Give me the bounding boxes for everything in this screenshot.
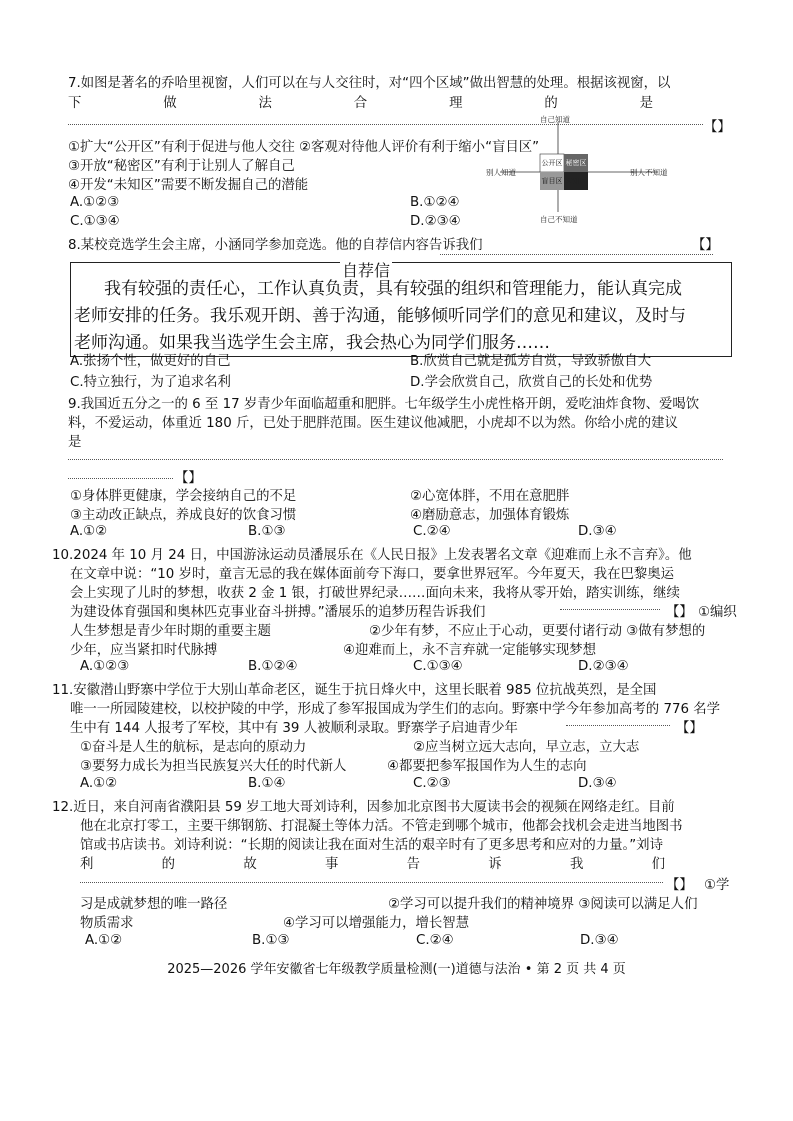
q12-word: 事 <box>324 857 339 872</box>
q7-stem-line1: 7.如图是著名的乔哈里视窗，人们可以在与人交往时，对“四个区域”做出智慧的处理。根据该视窗，以 <box>68 76 671 91</box>
letter-line: 老师沟通。如果我当选学生会主席，我会热心为同学们服务…… <box>74 333 550 353</box>
q12-stem-line1: 12.近日，来自河南省濮阳县 59 岁工地大哥刘诗利，因参加北京图书大厦读书会的视频在网络走红。目前 <box>52 800 675 815</box>
q11-stem-line1: 11.安徽潜山野寨中学位于大别山革命老区，诞生于抗日烽火中，这里长眠着 985 位抗战英烈，是全国 <box>52 683 657 698</box>
axis-label-bottom: 自己不知道 <box>540 215 578 224</box>
q9-stem-line3: 是 <box>68 435 82 450</box>
q12-word: 告 <box>406 857 421 872</box>
choice-b: B.①④ <box>248 776 286 791</box>
q7-stem-line2 <box>68 92 653 111</box>
blind-area: 盲目区 <box>541 177 563 185</box>
q11-option-3: ③要努力成长为担当民族复兴大任的时代新人 <box>80 759 347 774</box>
q9-option-4: ④磨励意志，加强体育锻炼 <box>410 508 570 523</box>
q12-stem-line2: 他在北京打零工，主要干绑钢筋、打混凝土等体力活。不管走到哪个城市，他都会找机会走进当地图书 <box>80 819 683 834</box>
answer-bracket: 【】 <box>666 605 693 620</box>
axis-label-right: 别人不知道 <box>630 168 668 177</box>
answer-bracket: 【】 <box>666 878 693 893</box>
choice-b: B.欣赏自己就是孤芳自赏，导致骄傲自大 <box>410 354 652 369</box>
q11-option-4: ④都要把参军报国作为人生的志向 <box>387 759 587 774</box>
q10-stem-line2: 在文章中说：“10 岁时，童言无忌的我在媒体面前夸下海口，要拿世界冠军。今年夏天，我在巴黎奥运 <box>70 567 675 582</box>
choice-c: C.①③④ <box>413 659 463 674</box>
letter-line: 我有较强的责任心，工作认真负责，具有较强的组织和管理能力，能认真完成 <box>104 279 682 299</box>
q10-stem-line4: 为建设体育强国和奥林匹克事业奋斗拼搏。”潘展乐的追梦历程告诉我们 <box>70 605 486 620</box>
q9-option-1: ①身体胖更健康，学会接纳自己的不足 <box>70 489 297 504</box>
q7-option-4: ④开发“未知区”需要不断发掘自己的潜能 <box>68 178 309 193</box>
q7-word: 理 <box>449 96 463 111</box>
q9-option-3: ③主动改正缺点，养成良好的饮食习惯 <box>70 508 297 523</box>
page-footer: 2025—2026 学年安徽省七年级教学质量检测(一)道德与法治 • 第 2 页 共 4 页 <box>167 962 626 977</box>
q12-word: 们 <box>651 857 665 872</box>
choice-b: B.①②④ <box>410 195 460 210</box>
q12-option-3-end: 物质需求 <box>80 916 134 931</box>
choice-a: A.①② <box>80 776 118 791</box>
axis-label-top: 自己知道 <box>540 115 570 124</box>
q12-option-2-3: ②学习可以提升我们的精神境界 ③阅读可以满足人们 <box>388 897 698 912</box>
q10-option-3-end: 少年，应当紧扣时代脉搏 <box>70 643 218 658</box>
choice-a: A.①②③ <box>80 659 130 674</box>
q7-word: 的 <box>544 96 558 111</box>
choice-c: C.②④ <box>413 524 451 539</box>
q10-stem-line3: 会上实现了儿时的梦想，收获 2 金 1 银，打破世界纪录……面向未来，我将从零开始，踏实训练，继续 <box>70 586 680 601</box>
choice-c: C.②③ <box>413 776 451 791</box>
q7-word: 合 <box>353 96 368 111</box>
q11-stem-line2: 唯一一所园陵建校，以校护陵的中学，形成了参军报国成为学生们的志向。野寨中学今年参加高考的 776 名学 <box>70 702 721 717</box>
choice-d: D.③④ <box>578 776 617 791</box>
choice-c: C.①③④ <box>70 214 120 229</box>
q12-word: 诉 <box>488 857 502 872</box>
q12-word: 我 <box>569 857 584 872</box>
unknown-area: 未知区 <box>565 177 587 185</box>
choice-d: D.②③④ <box>578 659 629 674</box>
q8-stem: 8.某校竞选学生会主席，小涵同学参加竞选。他的自荐信内容告诉我们 <box>68 238 483 253</box>
q7-word: 做 <box>163 96 177 111</box>
letter-title: 自荐信 <box>340 258 392 281</box>
choice-b: B.①③ <box>248 524 286 539</box>
hidden-area: 秘密区 <box>565 159 587 167</box>
choice-d: D.学会欣赏自己，欣赏自己的长处和优势 <box>410 375 653 390</box>
q12-option-1-start: ①学 <box>704 878 730 893</box>
choice-a: A.①② <box>85 933 123 948</box>
q12-word: 故 <box>243 857 257 872</box>
choice-a: A.张扬个性，做更好的自己 <box>70 354 231 369</box>
q12-option-1-end: 习是成就梦想的唯一路径 <box>80 897 228 912</box>
choice-b: B.①②④ <box>248 659 298 674</box>
q12-word: 的 <box>161 857 176 872</box>
choice-a: A.①②③ <box>70 195 120 210</box>
q7-word: 下 <box>68 96 82 111</box>
q7-word: 法 <box>258 96 272 111</box>
q12-option-4: ④学习可以增强能力，增长智慧 <box>283 916 470 931</box>
q12-stem-line4 <box>80 853 665 872</box>
answer-dots <box>440 254 713 255</box>
answer-dots <box>566 725 670 726</box>
choice-c: C.②④ <box>416 933 454 948</box>
q9-option-2: ②心宽体胖，不用在意肥胖 <box>410 489 570 504</box>
choice-b: B.①③ <box>252 933 290 948</box>
letter-line: 老师安排的任务。我乐观开朗、善于沟通，能够倾听同学们的意见和建议，及时与 <box>74 306 686 326</box>
q10-option-4: ④迎难而上，永不言弃就一定能够实现梦想 <box>343 643 597 658</box>
answer-bracket: 【】 <box>175 471 202 486</box>
choice-d: D.②③④ <box>410 214 461 229</box>
q7-option-1-2: ①扩大“公开区”有利于促进与他人交往 ②客观对待他人评价有利于缩小“盲目区” <box>68 140 540 155</box>
answer-bracket: 【】 <box>692 238 719 253</box>
q10-stem-line1: 10.2024 年 10 月 24 日，中国游泳运动员潘展乐在《人民日报》上发表署名文章《迎难而上永不言弃》。他 <box>52 548 692 563</box>
q7-word: 是 <box>639 96 653 111</box>
q11-option-2: ②应当树立远大志向，早立志，立大志 <box>413 740 640 755</box>
letter-body <box>74 276 729 357</box>
choice-d: D.③④ <box>580 933 619 948</box>
q12-word: 利 <box>80 857 94 872</box>
answer-dots <box>68 478 173 479</box>
q7-option-3: ③开放“秘密区”有利于让别人了解自己 <box>68 159 295 174</box>
q12-stem-line3: 馆或书店读书。刘诗利说：“长期的阅读让我在面对生活的艰辛时有了更多思考和应对的力量。”刘诗 <box>80 838 663 853</box>
choice-d: D.③④ <box>578 524 617 539</box>
open-area: 公开区 <box>541 159 563 167</box>
choice-a: A.①② <box>70 524 108 539</box>
q11-stem-line3: 生中有 144 人报考了军校，其中有 39 人被顺利录取。野寨学子启迪青少年 <box>70 721 518 736</box>
answer-dots <box>560 609 660 610</box>
answer-dots <box>80 882 663 883</box>
q11-option-1: ①奋斗是人生的航标，是志向的原动力 <box>80 740 307 755</box>
axis-label-left: 别人知道 <box>486 168 516 177</box>
answer-dots <box>68 459 723 460</box>
answer-bracket: 【】 <box>704 120 731 135</box>
q9-stem-line2: 料，不爱运动，体重近 180 斤，已处于肥胖范围。医生建议他减肥，小虎却不以为然。你给小虎的建议 <box>68 416 678 431</box>
q10-option-1-end: 人生梦想是青少年时期的重要主题 <box>70 624 271 639</box>
choice-c: C.特立独行，为了追求名利 <box>70 375 231 390</box>
q10-option-2-3: ②少年有梦，不应止于心动，更要付诸行动 ③做有梦想的 <box>369 624 706 639</box>
johari-window-diagram <box>480 112 680 232</box>
q9-stem-line1: 9.我国近五分之一的 6 至 17 岁青少年面临超重和肥胖。七年级学生小虎性格开朗，爱吃油炸食物、爱喝饮 <box>68 397 700 412</box>
q10-option-1-start: ①编织 <box>698 605 737 620</box>
answer-bracket: 【】 <box>676 721 703 736</box>
